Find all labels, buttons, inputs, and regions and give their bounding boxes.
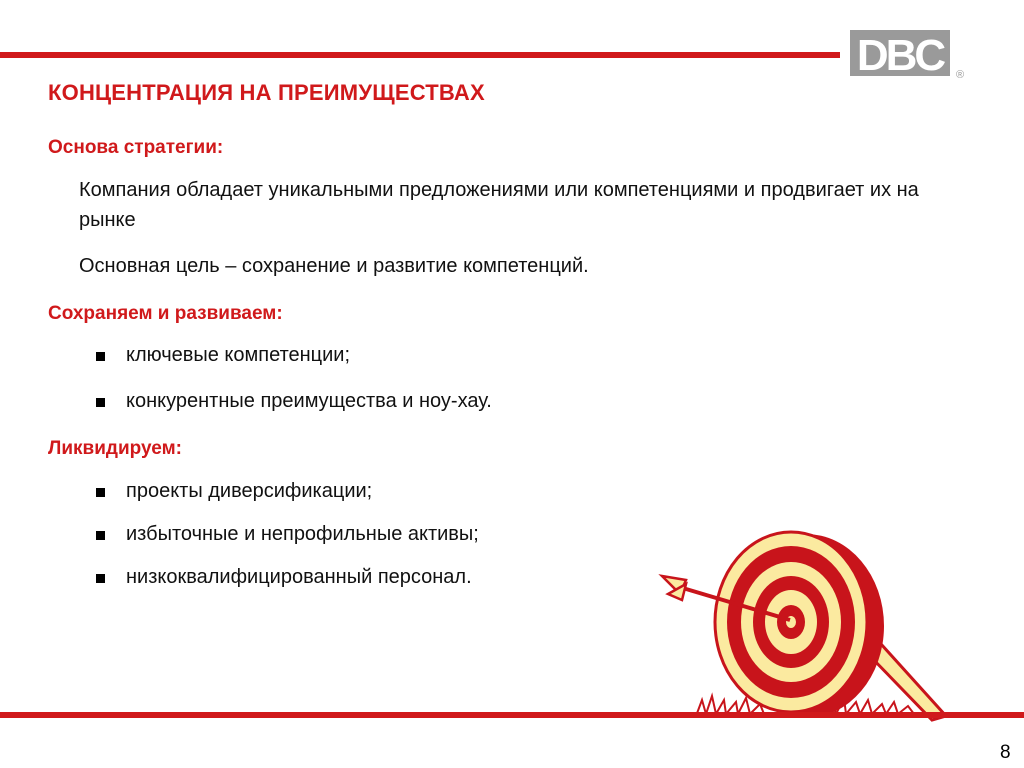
- svg-text:DBC: DBC: [856, 31, 944, 80]
- bullet-square-icon: [96, 352, 105, 361]
- bullet-square-icon: [96, 531, 105, 540]
- bottom-red-rule: [0, 712, 1024, 718]
- bullet-square-icon: [96, 398, 105, 407]
- strategy-paragraph-1: Компания обладает уникальными предложениями или компетенциями и продвигает их на рынке: [79, 179, 919, 231]
- slide-title: КОНЦЕНТРАЦИЯ НА ПРЕИМУЩЕСТВАХ: [48, 80, 485, 105]
- dbc-logo: [848, 24, 968, 84]
- page-number: 8: [1000, 742, 1011, 763]
- section-heading-strategy: Основа стратегии:: [48, 137, 224, 158]
- section-heading-keep: Сохраняем и развиваем:: [48, 303, 283, 324]
- archery-target-with-arrow-icon: [656, 494, 966, 724]
- svg-text:®: ®: [955, 69, 965, 81]
- bullet-square-icon: [96, 488, 105, 497]
- bullet-square-icon: [96, 574, 105, 583]
- strategy-paragraph-2: Основная цель – сохранение и развитие компетенций.: [79, 255, 589, 277]
- section-heading-liquidate: Ликвидируем:: [48, 438, 182, 459]
- top-red-rule: [0, 52, 840, 58]
